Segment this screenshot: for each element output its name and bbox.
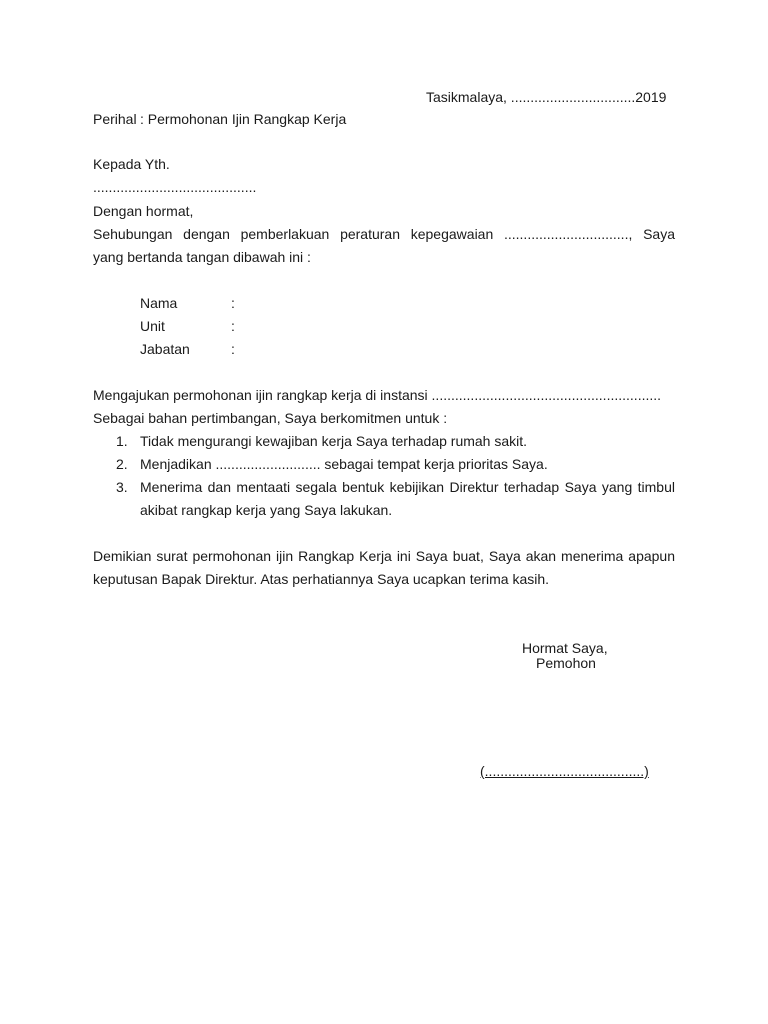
commitment-number-1: 1. [116,433,128,449]
field-colon-jabatan: : [231,341,235,357]
signoff: Hormat Saya, [522,640,608,656]
subject-label: Perihal [93,111,137,127]
request-line: Mengajukan permohonan ijin rangkap kerja di instansi ........................................................... [93,387,662,403]
place-date: Tasikmalaya, ................................2019 [426,89,667,105]
commitment-intro: Sebagai bahan pertimbangan, Saya berkomitmen untuk : [93,410,448,426]
closing-line-2: keputusan Bapak Direktur. Atas perhatiannya Saya ucapkan terima kasih. [93,571,550,587]
signature-blank: (.........................................) [480,763,649,779]
commitment-text-1: Tidak mengurangi kewajiban kerja Saya terhadap rumah sakit. [140,433,528,449]
intro-line-1: Sehubungan dengan pemberlakuan peraturan kepegawaian ................................, Saya [93,226,675,242]
closing-line-1: Demikian surat permohonan ijin Rangkap Kerja ini Saya buat, Saya akan menerima apapun [93,548,675,564]
commitment-number-3: 3. [116,479,128,495]
intro-line-2: yang bertanda tangan dibawah ini : [93,249,311,265]
field-label-unit: Unit [140,318,165,334]
commitment-number-2: 2. [116,456,128,472]
recipient-blank: .......................................... [93,179,257,195]
field-colon-nama: : [231,295,235,311]
subject-value: : Permohonan Ijin Rangkap Kerja [140,111,347,127]
commitment-text-3a: Menerima dan mentaati segala bentuk kebijikan Direktur terhadap Saya yang timbul [140,479,675,495]
commitment-text-2: Menjadikan ........................... sebagai tempat kerja prioritas Saya. [140,456,548,472]
field-label-jabatan: Jabatan [140,341,190,357]
salutation: Dengan hormat, [93,203,194,219]
field-colon-unit: : [231,318,235,334]
signer-role: Pemohon [536,655,596,671]
recipient-greeting: Kepada Yth. [93,156,170,172]
field-label-nama: Nama [140,295,178,311]
commitment-text-3b: akibat rangkap kerja yang Saya lakukan. [140,502,393,518]
